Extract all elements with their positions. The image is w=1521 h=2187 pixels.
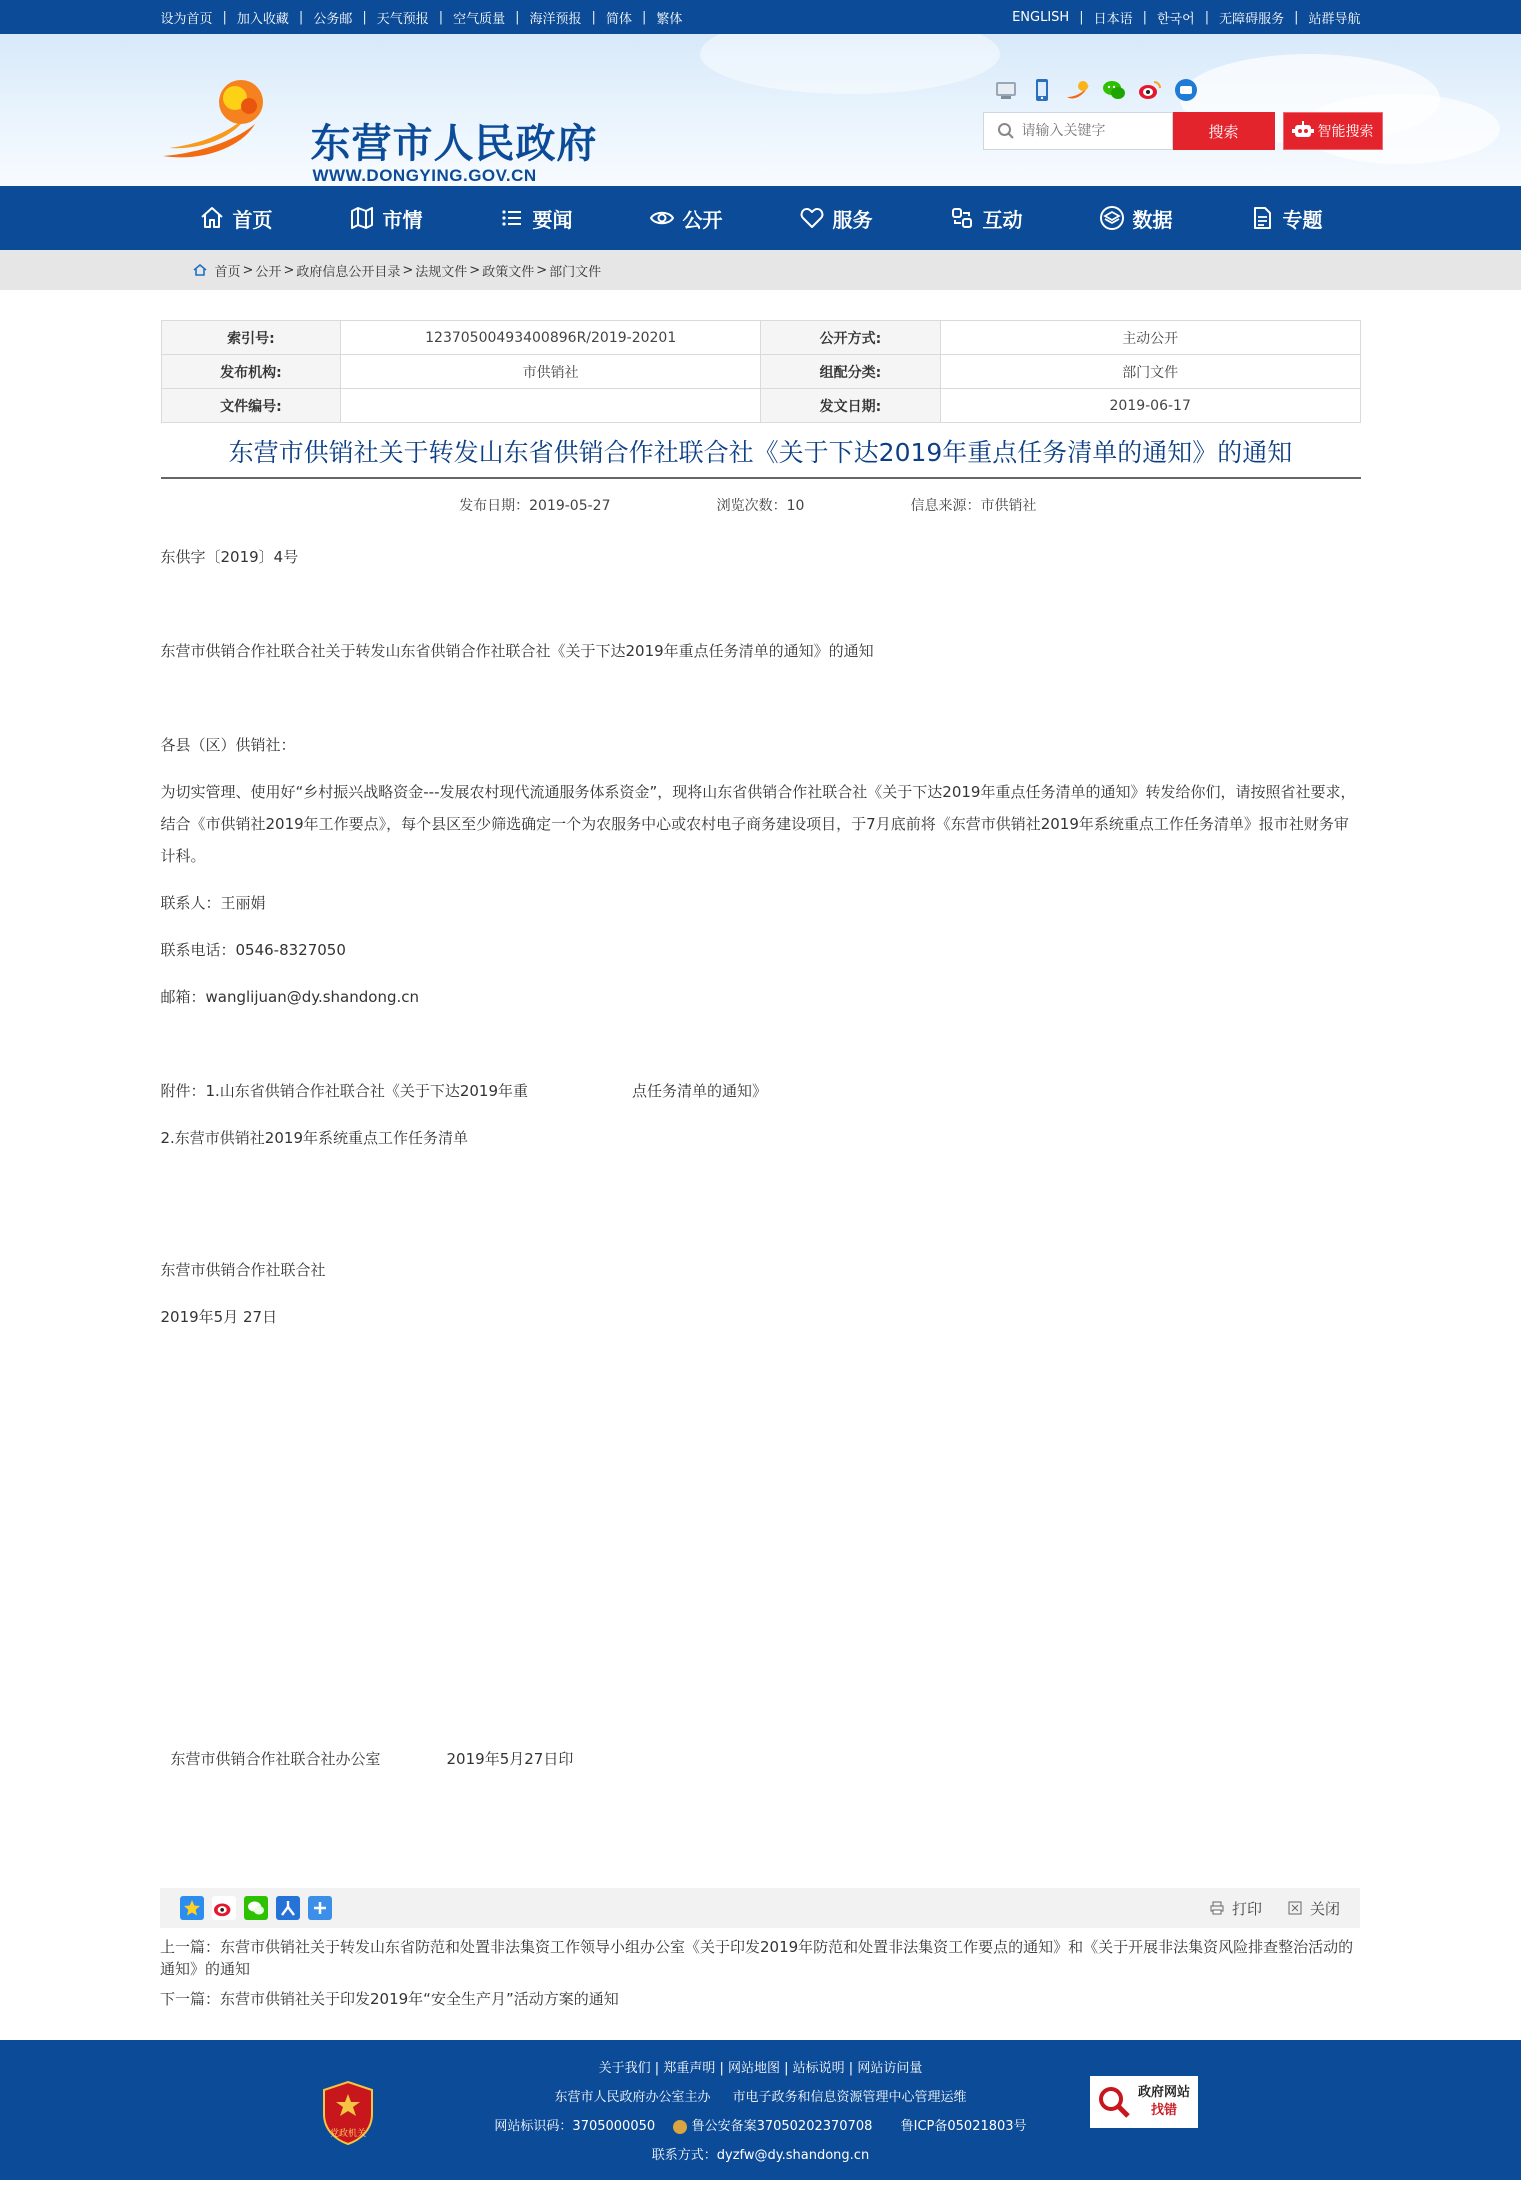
publish-date: 发布日期：2019-05-27 (459, 498, 611, 514)
nav-interaction[interactable] (911, 186, 1061, 250)
japanese-link[interactable]: 日本语 (1093, 11, 1133, 27)
site-logo[interactable] (161, 74, 621, 185)
traditional-chinese-link[interactable]: 繁体 (656, 11, 683, 27)
eye-icon (649, 205, 675, 231)
home-icon (199, 205, 225, 231)
statement-link[interactable]: 郑重声明 (663, 2061, 716, 2076)
heart-icon (799, 205, 825, 231)
robot-icon (1292, 121, 1314, 141)
meta-issue-date-value: 2019-06-17 (940, 389, 1360, 423)
next-article-link[interactable]: 下一篇：东营市供销社关于印发2019年“安全生产月”活动方案的通知 (160, 1990, 619, 2008)
accessibility-link[interactable]: 无障碍服务 (1219, 11, 1285, 27)
footer-sponsor-line (0, 2083, 1521, 2112)
mobile-icon[interactable] (1029, 78, 1055, 102)
nav-interaction-label: 互动 (982, 207, 1023, 232)
meta-label: 索引号: (161, 321, 341, 355)
footer-sponsor: 东营市人民政府办公室主办 (554, 2090, 711, 2105)
breadcrumb: 首页 > 公开 > 政府信息公开目录 > 法规文件 > 政策文件 > 部门文件 (0, 250, 1521, 290)
prev-article-link[interactable]: 上一篇：东营市供销社关于转发山东省防范和处置非法集资工作领导小组办公室《关于印发2019年防范和处置非法集资工作要点的通知》和《关于开展非法集资风险排查整治活动的通知》的通知 (160, 1938, 1354, 1978)
info-source: 信息来源：市供销社 (910, 498, 1037, 514)
official-mail-link[interactable]: 公务邮 (313, 11, 353, 27)
simplified-chinese-link[interactable]: 简体 (605, 11, 632, 27)
sign-date: 2019年5月 27日 (160, 1308, 278, 1326)
meta-doc-no-value (341, 389, 761, 423)
visits-link[interactable]: 网站访问量 (857, 2061, 923, 2076)
print-label: 打印 (1231, 1899, 1262, 1918)
article-title: 东营市供销社关于转发山东省供销合作社联合社《关于下达2019年重点任务清单的通知》的通知 (161, 433, 1361, 479)
icp-record[interactable]: 鲁ICP备05021803号 (900, 2119, 1027, 2134)
wechat-icon[interactable] (1101, 78, 1127, 102)
prev-next-links (160, 1936, 1360, 2018)
nav-city-info[interactable] (311, 186, 461, 250)
service-chat-icon[interactable] (1173, 78, 1199, 102)
nav-home[interactable] (161, 186, 311, 250)
toolbar-actions (1210, 1898, 1340, 1919)
renren-share-icon[interactable] (276, 1896, 300, 1920)
doc-code: 东供字〔2019〕4号 (160, 548, 299, 566)
printer-icon (1210, 1901, 1224, 1915)
client-app-icon[interactable] (1065, 78, 1091, 102)
breadcrumb-policy-docs[interactable]: 政策文件 (482, 264, 535, 280)
dongying-swoosh-icon (161, 74, 281, 164)
meta-publisher-value: 市供销社 (341, 355, 761, 389)
more-share-icon[interactable] (308, 1896, 332, 1920)
interaction-icon (949, 205, 975, 231)
accessibility-service-icon[interactable] (993, 78, 1019, 102)
findbug-line1: 政府网站 (1138, 2085, 1191, 2100)
search-icon (992, 122, 1020, 140)
layers-icon (1099, 205, 1125, 231)
table-row (161, 389, 1360, 423)
meta-label: 组配分类: (761, 355, 941, 389)
doc-subtitle: 东营市供销合作社联合社关于转发山东省供销合作社联合社《关于下达2019年重点任务清单的通知》的通知 (160, 642, 874, 660)
map-icon (349, 205, 375, 231)
about-us-link[interactable]: 关于我们 (598, 2061, 651, 2076)
footer-record-line (0, 2112, 1521, 2141)
weibo-share-icon[interactable] (212, 1896, 236, 1920)
attachment-1 (161, 1075, 1361, 1107)
search-box (983, 112, 1173, 150)
contact-phone: 联系电话：0546-8327050 (160, 941, 346, 959)
view-count: 浏览次数：10 (716, 498, 805, 514)
nav-news[interactable] (461, 186, 611, 250)
nav-city-info-label: 市情 (382, 207, 423, 232)
contact-email: 邮箱：wanglijuan@dy.shandong.cn (160, 988, 419, 1006)
meta-label: 公开方式: (761, 321, 941, 355)
site-code: 网站标识码：3705000050 (494, 2119, 656, 2134)
qzone-share-icon[interactable] (180, 1896, 204, 1920)
breadcrumb-home[interactable]: 首页 (214, 264, 241, 280)
wechat-share-icon[interactable] (244, 1896, 268, 1920)
nav-public-label: 公开 (682, 207, 723, 232)
top-left-links: 设为首页 | 加入收藏 | 公务邮 | 天气预报 | 空气质量 | 海洋预报 | 简体 | 繁体 (160, 9, 683, 27)
nav-service-label: 服务 (832, 207, 873, 232)
footer-center (0, 2054, 1521, 2170)
weather-link[interactable]: 天气预报 (376, 11, 429, 27)
site-group-nav-link[interactable]: 站群导航 (1308, 11, 1361, 27)
service-icons (993, 78, 1199, 102)
article-toolbar (160, 1888, 1360, 1928)
top-right-links: ENGLISH | 日本语 | 한국어 | 无障碍服务 | 站群导航 (1012, 9, 1361, 27)
print-button[interactable] (1210, 1898, 1262, 1919)
magnifier-icon (1096, 2084, 1132, 2120)
sitemap-link[interactable]: 网站地图 (727, 2061, 780, 2076)
table-row (161, 355, 1360, 389)
main-nav (0, 186, 1521, 250)
close-label: 关闭 (1309, 1899, 1340, 1918)
add-favorite-link[interactable]: 加入收藏 (236, 11, 289, 27)
ai-search-label: 智能搜索 (1317, 124, 1374, 140)
print-line (161, 1743, 1361, 1775)
attachment-1-part-b: 点任务清单的通知》 (632, 1082, 768, 1100)
document-meta-table (161, 320, 1361, 423)
police-record[interactable]: 鲁公安备案37050202370708 (691, 2119, 873, 2134)
close-button[interactable] (1288, 1898, 1340, 1919)
footer-operator: 市电子政务和信息资源管理中心管理运维 (732, 2090, 967, 2105)
print-date: 2019年5月27日印 (446, 1750, 574, 1768)
nav-service[interactable] (761, 186, 911, 250)
site-header (0, 34, 1521, 186)
attachment-1-part-a: 附件：1.山东省供销合作社联合社《关于下达2019年重 (160, 1082, 528, 1100)
nav-home-label: 首页 (232, 207, 273, 232)
nav-topics[interactable] (1211, 186, 1361, 250)
nav-news-label: 要闻 (532, 207, 573, 232)
share-buttons (180, 1896, 332, 1920)
body-paragraph: 为切实管理、使用好“乡村振兴战略资金---发展农村现代流通服务体系资金”，现将山东省供销合作社联合社《关于下达2019年重点任务清单的通知》转发给你们，请按照省社要求，结合《市供销社2019年工作要点》，每个县区至少筛选确定一个为农服务中心或农村电子商务建设项目，于7月底前将《东营市供销社2019年系统重点工作任务清单》报市社财务审计科。 (160, 783, 1356, 865)
police-badge-icon (673, 2120, 687, 2134)
nav-data[interactable] (1061, 186, 1211, 250)
footer-links: 关于我们 | 郑重声明 | 网站地图 | 站标说明 | 网站访问量 (598, 2061, 923, 2076)
top-bar (0, 0, 1521, 34)
site-logo-info-link[interactable]: 站标说明 (792, 2061, 845, 2076)
article-body (161, 541, 1361, 1775)
footer-contact: 联系方式：dyzfw@dy.shandong.cn (651, 2148, 870, 2163)
nav-data-label: 数据 (1132, 207, 1173, 232)
signature: 东营市供销合作社联合社 (160, 1261, 326, 1279)
meta-public-mode-value: 主动公开 (940, 321, 1360, 355)
contact-person: 联系人：王丽娟 (160, 894, 266, 912)
table-row (161, 321, 1360, 355)
close-icon (1288, 1901, 1302, 1915)
nav-public[interactable] (611, 186, 761, 250)
meta-label: 发文日期: (761, 389, 941, 423)
site-title: 东营市人民政府 (310, 121, 598, 167)
meta-label: 文件编号: (161, 389, 341, 423)
meta-label: 发布机构: (161, 355, 341, 389)
ai-search-button[interactable] (1283, 112, 1383, 150)
list-icon (499, 205, 525, 231)
ocean-forecast-link[interactable]: 海洋预报 (529, 11, 582, 27)
site-footer (0, 2040, 1521, 2180)
breadcrumb-regulations[interactable]: 法规文件 (415, 264, 468, 280)
breadcrumb-catalog[interactable]: 政府信息公开目录 (296, 264, 401, 280)
gov-site-findbug-badge[interactable] (1090, 2076, 1198, 2128)
breadcrumb-department-docs[interactable]: 部门文件 (549, 264, 602, 280)
breadcrumb-public[interactable]: 公开 (255, 264, 282, 280)
search-input[interactable] (1020, 122, 1164, 140)
emblem-caption: 党政机关 (329, 2129, 366, 2139)
nav-topics-label: 专题 (1282, 207, 1323, 232)
set-homepage-link[interactable]: 设为首页 (160, 11, 213, 27)
findbug-line2: 找错 (1151, 2103, 1178, 2118)
breadcrumb-home-icon (193, 264, 207, 276)
english-link[interactable]: ENGLISH (1012, 9, 1070, 25)
document-icon (1249, 205, 1275, 231)
meta-category-value: 部门文件 (940, 355, 1360, 389)
site-url: WWW.DONGYING.GOV.CN (312, 166, 537, 185)
main-content (161, 320, 1361, 1775)
print-office: 东营市供销合作社联合社办公室 (170, 1750, 381, 1768)
article-info (161, 495, 1361, 515)
air-quality-link[interactable]: 空气质量 (453, 11, 506, 27)
weibo-icon[interactable] (1137, 78, 1163, 102)
attachment-2: 2.东营市供销社2019年系统重点工作任务清单 (160, 1129, 468, 1147)
korean-link[interactable]: 한국어 (1157, 11, 1195, 27)
salutation: 各县（区）供销社： (160, 736, 296, 754)
meta-index-value: 12370500493400896R/2019-20201 (341, 321, 761, 355)
search-button[interactable]: 搜索 (1173, 112, 1275, 150)
